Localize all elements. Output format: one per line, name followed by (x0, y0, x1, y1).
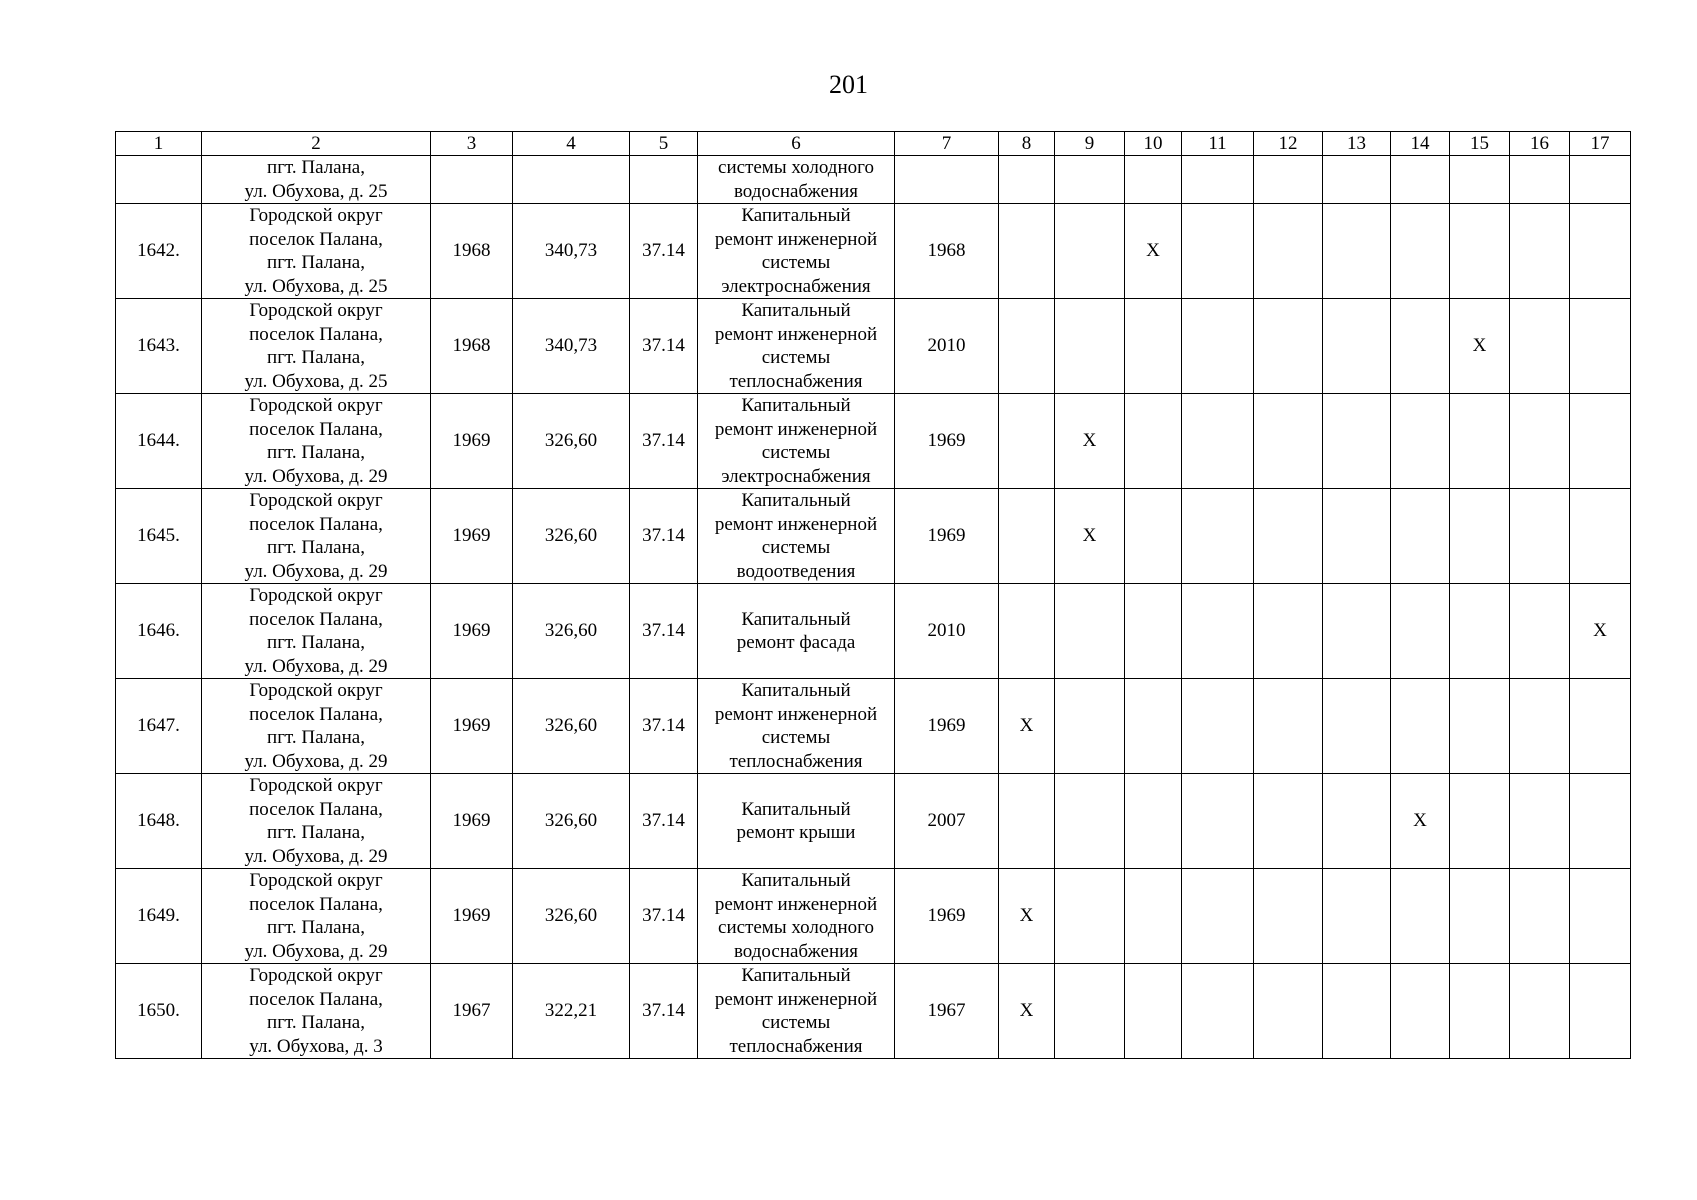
cell-col-15 (1450, 869, 1510, 964)
cell-address: Городской округ поселок Палана, пгт. Палана, ул. Обухова, д. 29 (202, 489, 431, 584)
cell-area: 322,21 (513, 964, 630, 1059)
column-number-12: 12 (1254, 132, 1323, 156)
column-number-13: 13 (1323, 132, 1391, 156)
cell-address: Городской округ поселок Палана, пгт. Палана, ул. Обухова, д. 25 (202, 204, 431, 299)
table-row (116, 869, 1631, 964)
cell-col-10 (1125, 964, 1182, 1059)
cell-col-16 (1510, 394, 1570, 489)
cell-col-10 (1125, 584, 1182, 679)
cell-col-11 (1182, 679, 1254, 774)
cell-col-8 (999, 156, 1055, 204)
cell-col-9 (1055, 964, 1125, 1059)
cell-col-12 (1254, 679, 1323, 774)
cell-col-12 (1254, 774, 1323, 869)
column-number-3: 3 (431, 132, 513, 156)
cell-year-built: 1967 (431, 964, 513, 1059)
cell-area: 326,60 (513, 679, 630, 774)
cell-col-8 (999, 299, 1055, 394)
cell-col-15 (1450, 156, 1510, 204)
cell-col-11 (1182, 394, 1254, 489)
cell-code: 37.14 (630, 774, 698, 869)
cell-col-13 (1323, 964, 1391, 1059)
cell-area: 326,60 (513, 774, 630, 869)
cell-col-11 (1182, 204, 1254, 299)
cell-row-number: 1650. (116, 964, 202, 1059)
cell-col-16 (1510, 964, 1570, 1059)
cell-year-built: 1969 (431, 489, 513, 584)
cell-code: 37.14 (630, 584, 698, 679)
cell-work-type: Капитальный ремонт инженерной системы электроснабжения (698, 394, 895, 489)
cell-area: 326,60 (513, 584, 630, 679)
cell-col-12 (1254, 584, 1323, 679)
cell-col-16 (1510, 489, 1570, 584)
cell-work-type: Капитальный ремонт инженерной системы электроснабжения (698, 204, 895, 299)
cell-work-type: Капитальный ремонт инженерной системы теплоснабжения (698, 299, 895, 394)
cell-col-17 (1570, 156, 1631, 204)
cell-col-15 (1450, 489, 1510, 584)
table-row (116, 204, 1631, 299)
cell-code: 37.14 (630, 204, 698, 299)
table-row (116, 394, 1631, 489)
table-row (116, 584, 1631, 679)
column-number-5: 5 (630, 132, 698, 156)
cell-col-17 (1570, 204, 1631, 299)
cell-col-14 (1391, 584, 1450, 679)
cell-col-12 (1254, 964, 1323, 1059)
cell-col-17: X (1570, 584, 1631, 679)
cell-col-14 (1391, 394, 1450, 489)
cell-row-number: 1644. (116, 394, 202, 489)
cell-address: Городской округ поселок Палана, пгт. Палана, ул. Обухова, д. 3 (202, 964, 431, 1059)
continued-row (116, 156, 1631, 204)
table-body (116, 132, 1631, 1059)
cell-col-17 (1570, 489, 1631, 584)
cell-col-13 (1323, 394, 1391, 489)
cell-row-number (116, 156, 202, 204)
cell-col-13 (1323, 679, 1391, 774)
cell-year-built: 1969 (431, 774, 513, 869)
cell-col-13 (1323, 204, 1391, 299)
cell-address: Городской округ поселок Палана, пгт. Палана, ул. Обухова, д. 25 (202, 299, 431, 394)
cell-col-13 (1323, 489, 1391, 584)
cell-row-number: 1645. (116, 489, 202, 584)
cell-year-last-repair: 1969 (895, 394, 999, 489)
cell-year-built: 1969 (431, 679, 513, 774)
cell-year-last-repair: 1969 (895, 869, 999, 964)
cell-col-10 (1125, 774, 1182, 869)
cell-col-9: X (1055, 394, 1125, 489)
cell-area: 326,60 (513, 869, 630, 964)
cell-col-8: X (999, 869, 1055, 964)
column-number-15: 15 (1450, 132, 1510, 156)
cell-col-15 (1450, 394, 1510, 489)
table-row (116, 489, 1631, 584)
cell-year-built: 1969 (431, 394, 513, 489)
cell-col-14 (1391, 489, 1450, 584)
cell-code: 37.14 (630, 394, 698, 489)
cell-year-built: 1969 (431, 869, 513, 964)
cell-row-number: 1646. (116, 584, 202, 679)
cell-col-10 (1125, 299, 1182, 394)
cell-code: 37.14 (630, 964, 698, 1059)
cell-col-8 (999, 584, 1055, 679)
cell-col-8 (999, 774, 1055, 869)
cell-col-10 (1125, 869, 1182, 964)
cell-col-9 (1055, 584, 1125, 679)
cell-col-13 (1323, 869, 1391, 964)
cell-col-11 (1182, 584, 1254, 679)
cell-year-last-repair: 2007 (895, 774, 999, 869)
column-number-11: 11 (1182, 132, 1254, 156)
cell-work-type: Капитальный ремонт инженерной системы водоотведения (698, 489, 895, 584)
cell-address: Городской округ поселок Палана, пгт. Палана, ул. Обухова, д. 29 (202, 394, 431, 489)
table-row (116, 679, 1631, 774)
cell-code (630, 156, 698, 204)
cell-col-17 (1570, 394, 1631, 489)
cell-col-14 (1391, 964, 1450, 1059)
cell-col-14 (1391, 204, 1450, 299)
cell-col-17 (1570, 299, 1631, 394)
cell-col-15 (1450, 774, 1510, 869)
capital-repair-table (115, 131, 1631, 1059)
cell-col-9 (1055, 204, 1125, 299)
cell-year-last-repair: 1969 (895, 489, 999, 584)
table-row (116, 774, 1631, 869)
cell-col-9: X (1055, 489, 1125, 584)
cell-col-16 (1510, 869, 1570, 964)
cell-col-14 (1391, 156, 1450, 204)
cell-col-12 (1254, 869, 1323, 964)
cell-col-9 (1055, 679, 1125, 774)
cell-row-number: 1643. (116, 299, 202, 394)
cell-row-number: 1649. (116, 869, 202, 964)
cell-col-13 (1323, 299, 1391, 394)
cell-col-13 (1323, 584, 1391, 679)
cell-col-16 (1510, 204, 1570, 299)
cell-col-15: X (1450, 299, 1510, 394)
cell-address: пгт. Палана, ул. Обухова, д. 25 (202, 156, 431, 204)
cell-year-last-repair: 1969 (895, 679, 999, 774)
cell-col-16 (1510, 299, 1570, 394)
cell-col-8: X (999, 679, 1055, 774)
cell-year-built: 1969 (431, 584, 513, 679)
cell-year-last-repair (895, 156, 999, 204)
cell-col-11 (1182, 774, 1254, 869)
cell-col-11 (1182, 964, 1254, 1059)
cell-col-17 (1570, 774, 1631, 869)
cell-row-number: 1648. (116, 774, 202, 869)
cell-row-number: 1642. (116, 204, 202, 299)
cell-col-11 (1182, 299, 1254, 394)
cell-year-built (431, 156, 513, 204)
table-row (116, 964, 1631, 1059)
cell-col-16 (1510, 156, 1570, 204)
cell-address: Городской округ поселок Палана, пгт. Палана, ул. Обухова, д. 29 (202, 869, 431, 964)
cell-area: 340,73 (513, 204, 630, 299)
cell-col-16 (1510, 774, 1570, 869)
cell-col-11 (1182, 869, 1254, 964)
cell-col-12 (1254, 204, 1323, 299)
cell-col-14 (1391, 299, 1450, 394)
cell-col-12 (1254, 394, 1323, 489)
cell-work-type: Капитальный ремонт инженерной системы теплоснабжения (698, 964, 895, 1059)
cell-col-10 (1125, 394, 1182, 489)
cell-col-12 (1254, 156, 1323, 204)
cell-col-14 (1391, 679, 1450, 774)
cell-code: 37.14 (630, 299, 698, 394)
column-number-17: 17 (1570, 132, 1631, 156)
cell-year-last-repair: 1968 (895, 204, 999, 299)
column-number-row (116, 132, 1631, 156)
cell-col-13 (1323, 774, 1391, 869)
cell-col-9 (1055, 156, 1125, 204)
cell-work-type: Капитальный ремонт инженерной системы теплоснабжения (698, 679, 895, 774)
cell-work-type: Капитальный ремонт крыши (698, 774, 895, 869)
cell-col-8 (999, 489, 1055, 584)
cell-col-9 (1055, 299, 1125, 394)
cell-col-10 (1125, 489, 1182, 584)
cell-code: 37.14 (630, 679, 698, 774)
cell-area: 340,73 (513, 299, 630, 394)
cell-col-10: X (1125, 204, 1182, 299)
cell-col-11 (1182, 489, 1254, 584)
cell-year-last-repair: 2010 (895, 299, 999, 394)
cell-col-8 (999, 204, 1055, 299)
cell-col-9 (1055, 869, 1125, 964)
cell-address: Городской округ поселок Палана, пгт. Палана, ул. Обухова, д. 29 (202, 774, 431, 869)
column-number-1: 1 (116, 132, 202, 156)
cell-col-15 (1450, 679, 1510, 774)
cell-row-number: 1647. (116, 679, 202, 774)
cell-year-built: 1968 (431, 299, 513, 394)
table-row (116, 299, 1631, 394)
cell-year-built: 1968 (431, 204, 513, 299)
cell-col-8: X (999, 964, 1055, 1059)
cell-col-8 (999, 394, 1055, 489)
cell-col-12 (1254, 299, 1323, 394)
column-number-2: 2 (202, 132, 431, 156)
cell-year-last-repair: 1967 (895, 964, 999, 1059)
cell-col-17 (1570, 679, 1631, 774)
cell-area (513, 156, 630, 204)
column-number-9: 9 (1055, 132, 1125, 156)
cell-area: 326,60 (513, 489, 630, 584)
cell-col-17 (1570, 964, 1631, 1059)
column-number-16: 16 (1510, 132, 1570, 156)
cell-address: Городской округ поселок Палана, пгт. Палана, ул. Обухова, д. 29 (202, 679, 431, 774)
cell-col-13 (1323, 156, 1391, 204)
cell-col-10 (1125, 679, 1182, 774)
cell-work-type: Капитальный ремонт фасада (698, 584, 895, 679)
cell-col-14 (1391, 869, 1450, 964)
column-number-8: 8 (999, 132, 1055, 156)
cell-col-15 (1450, 964, 1510, 1059)
column-number-6: 6 (698, 132, 895, 156)
column-number-10: 10 (1125, 132, 1182, 156)
cell-year-last-repair: 2010 (895, 584, 999, 679)
cell-address: Городской округ поселок Палана, пгт. Палана, ул. Обухова, д. 29 (202, 584, 431, 679)
cell-code: 37.14 (630, 489, 698, 584)
cell-col-10 (1125, 156, 1182, 204)
cell-code: 37.14 (630, 869, 698, 964)
cell-col-15 (1450, 204, 1510, 299)
cell-col-12 (1254, 489, 1323, 584)
column-number-7: 7 (895, 132, 999, 156)
cell-area: 326,60 (513, 394, 630, 489)
cell-work-type: системы холодного водоснабжения (698, 156, 895, 204)
page-number: 201 (829, 70, 868, 99)
cell-col-17 (1570, 869, 1631, 964)
column-number-14: 14 (1391, 132, 1450, 156)
column-number-4: 4 (513, 132, 630, 156)
cell-col-15 (1450, 584, 1510, 679)
cell-col-9 (1055, 774, 1125, 869)
cell-col-11 (1182, 156, 1254, 204)
cell-col-14: X (1391, 774, 1450, 869)
cell-work-type: Капитальный ремонт инженерной системы холодного водоснабжения (698, 869, 895, 964)
cell-col-16 (1510, 679, 1570, 774)
cell-col-16 (1510, 584, 1570, 679)
